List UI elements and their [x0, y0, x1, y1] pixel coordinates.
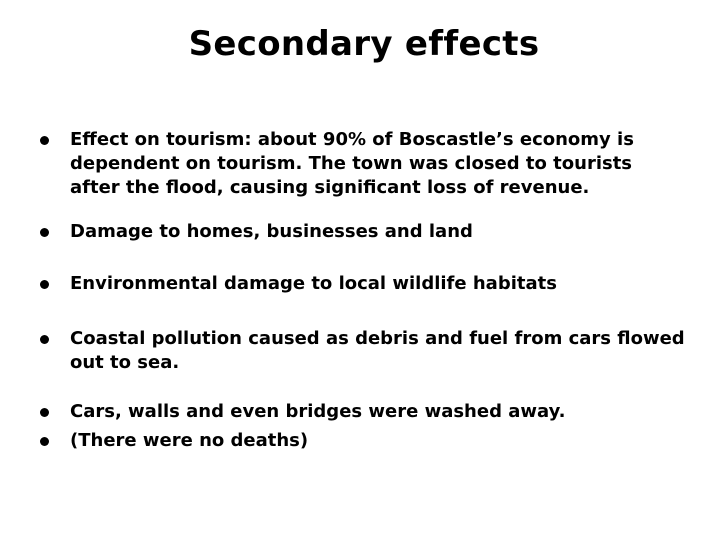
bullet-dot-icon [40, 408, 49, 417]
bullet-text: (There were no deaths) [70, 430, 309, 451]
bullet-text: Cars, walls and even bridges were washed away. [70, 401, 566, 422]
bullet-text: Damage to homes, businesses and land [70, 221, 473, 242]
bullet-dot-icon [40, 335, 49, 344]
bullet-text: Effect on tourism: about 90% of Boscastle’s economy is dependent on tourism. The town was closed to tourists after the flood, causing significant loss of revenue. [70, 129, 634, 198]
bullet-item [36, 400, 686, 424]
bullet-text: Coastal pollution caused as debris and fuel from cars flowed out to sea. [70, 328, 685, 373]
bullet-item [36, 429, 686, 453]
bullet-list [36, 128, 686, 453]
bullet-dot-icon [40, 228, 49, 237]
bullet-dot-icon [40, 136, 49, 145]
bullet-dot-icon [40, 280, 49, 289]
bullet-item [36, 272, 686, 296]
bullet-item [36, 128, 686, 200]
bullet-item [36, 220, 686, 244]
bullet-dot-icon [40, 437, 49, 446]
bullet-item [36, 327, 686, 375]
bullet-text: Environmental damage to local wildlife habitats [70, 273, 557, 294]
slide-title: Secondary effects [188, 24, 540, 64]
